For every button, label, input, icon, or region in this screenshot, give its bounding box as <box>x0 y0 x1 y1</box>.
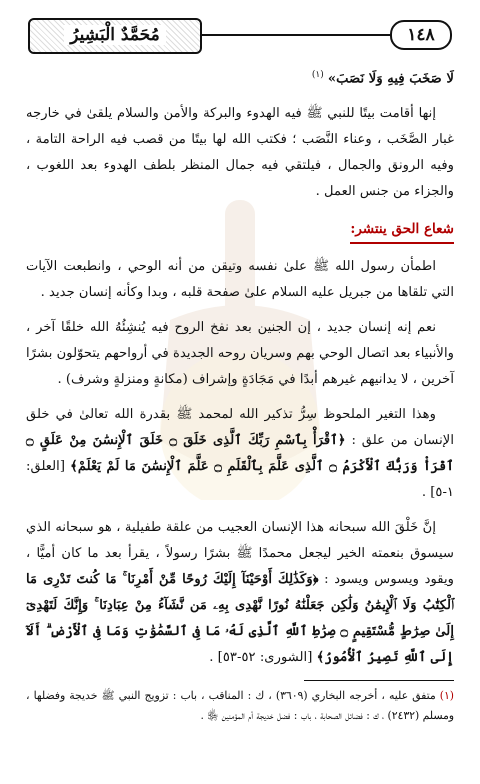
footnote-divider <box>304 680 454 681</box>
footnote-1 <box>26 686 454 726</box>
verse-ref-alaq: [العلق: ١-٥] . <box>26 459 454 501</box>
page-number: ١٤٨ <box>390 20 452 50</box>
paragraph-prophet-assured: اطمأن رسول الله ﷺ علىٰ نفسه وتيقن من أنه الوحي ، وانطبعت الآيات التي تلقاها من جبريل عليه السلام علىٰ صفحة قلبه ، وبدا وكأنه إنسان جديد . <box>26 259 454 301</box>
section-heading: شعاع الحق ينتشر: <box>350 216 454 244</box>
quran-verse-shura: ﴿وَكَذَٰلِكَ أَوْحَيْنَآ إِلَيْكَ رُوحًا مِّنْ أَمْرِنَا ۚ مَا كُنتَ تَدْرِى مَا ٱلْكِتَٰبُ وَلَا ٱلْإِيمَٰنُ وَلَٰكِن جَعَلْنَٰهُ نُورًا نَّهْدِى بِهِۦ مَن نَّشَآءُ مِنْ عِبَادِنَا ۚ وَإِنَّكَ لَتَهْدِىٓ إِلَىٰ صِرَٰطٍ مُّسْتَقِيمٍ ۝ صِرَٰطِ ٱللَّهِ ٱلَّذِى لَهُۥ مَا فِى ٱلسَّمَٰوَٰتِ وَمَا فِى ٱلْأَرْضِ ۗ أَلَآ إِلَى ٱللَّهِ تَصِيرُ ٱلْأُمُورُ﴾ <box>26 572 454 666</box>
footnote-number: (١) <box>439 689 454 702</box>
paragraph-shura: إنَّ خَلْقَ الله سبحانه هذا الإنسان العجيب من علقة طفيلية ، هو سبحانه الذي سيسوق بنعمته الخير ليجعل محمدًا ﷺ بشرًا رسولاً ، يقرأ بعد ما كان أميًّا ، ويقود ويسوس ويسود : ﴿وَكَذَٰلِكَ أَوْحَيْنَآ إِلَيْكَ رُوحًا مِّنْ أَمْرِنَا ۚ مَا كُنتَ تَدْرِى مَا ٱلْكِتَٰبُ وَلَا ٱلْإِيمَٰنُ وَلَٰكِن جَعَلْنَٰهُ نُورًا نَّهْدِى بِهِۦ مَن نَّشَآءُ مِنْ عِبَادِنَا ۚ وَإِنَّكَ لَتَهْدِىٓ إِلَىٰ صِرَٰطٍ مُّسْتَقِيمٍ ۝ صِرَٰطِ ٱللَّهِ ٱلَّذِى لَهُۥ مَا فِى ٱلسَّمَٰوَٰتِ وَمَا فِى ٱلْأَرْضِ ۗ أَلَآ إِلَى ٱللَّهِ تَصِيرُ ٱلْأُمُورُ﴾ [الشورى: ٥٢-٥٣] . <box>26 520 454 666</box>
paragraph-khadija-house: إنها أقامت بيتًا للنبي ﷺ فيه الهدوء والبركة والأمن والسلام يلقىٰ في خارجه غبار الصَّخَب ، وعناء النَّصَب ؛ فكتب الله لها بيتًا من قصب فيه الراحة التامة ، وفيه الرونق والجمال ، فيلتقي فيه جمال المنظر بلطف الهدوء بعد اللغوب ، والجزاء من جنس العمل . <box>26 106 454 200</box>
footnotes <box>26 680 454 726</box>
page-body <box>26 62 454 680</box>
footnote-ref: (١) <box>311 70 324 80</box>
header-rule <box>202 34 390 36</box>
verse-ref-shura: [الشورى: ٥٢-٥٣] . <box>209 650 313 666</box>
paragraph-alaq: وهذا التغير الملحوظ سِرُّ تذكير الله لمحمد ﷺ بقدرة الله تعالىٰ في خلق الإنسان من علق : ﴿ٱقْرَأْ بِٱسْمِ رَبِّكَ ٱلَّذِى خَلَقَ ۝ خَلَقَ ٱلْإِنسَٰنَ مِنْ عَلَقٍ ۝ ٱقْرَأْ وَرَبُّكَ ٱلْأَكْرَمُ ۝ ٱلَّذِى عَلَّمَ بِٱلْقَلَمِ ۝ عَلَّمَ ٱلْإِنسَٰنَ مَا لَمْ يَعْلَمْ﴾ [العلق: ١-٥] . <box>26 407 454 501</box>
page-header <box>28 18 452 52</box>
paragraph-new-human: نعم إنه إنسان جديد ، إن الجنين بعد نفخ الروح فيه يُنشِئُهُ الله خلقًا آخر ، والأنبياء بعد اتصال الوحي بهم وسريان روحه الجديدة في أرواحهم يتحوّلون بشرًا آخرين ، لا يدانيهم غيرهم أبدًا في مَجَادَةٍ وإشراف (مكانةٍ ومنزلةٍ وشرف) . <box>26 320 454 388</box>
book-title: مُحَمَّدٌ الْبَشِيرُ <box>64 25 165 45</box>
paragraph-hadith-end: لَا صَخَبَ فِيهِ وَلَا نَصَبَ» $^{(١)}$ <box>311 70 454 87</box>
book-title-banner <box>28 18 202 54</box>
footnote-text: متفق عليه ، أخرجه البخاري (٣٦٠٩) ، ك : المناقب ، باب : تزويج النبي ﷺ خديجة وفضلها ، ومسلم (٢٤٣٢) ، ك : فضائل الصحابة ، باب : فضل خديجة أم المؤمنين ﵂ . <box>26 689 454 722</box>
quran-verse-alaq: ﴿ٱقْرَأْ بِٱسْمِ رَبِّكَ ٱلَّذِى خَلَقَ ۝ خَلَقَ ٱلْإِنسَٰنَ مِنْ عَلَقٍ ۝ ٱقْرَأْ وَرَبُّكَ ٱلْأَكْرَمُ ۝ ٱلَّذِى عَلَّمَ بِٱلْقَلَمِ ۝ عَلَّمَ ٱلْإِنسَٰنَ مَا لَمْ يَعْلَمْ﴾ <box>26 433 454 475</box>
